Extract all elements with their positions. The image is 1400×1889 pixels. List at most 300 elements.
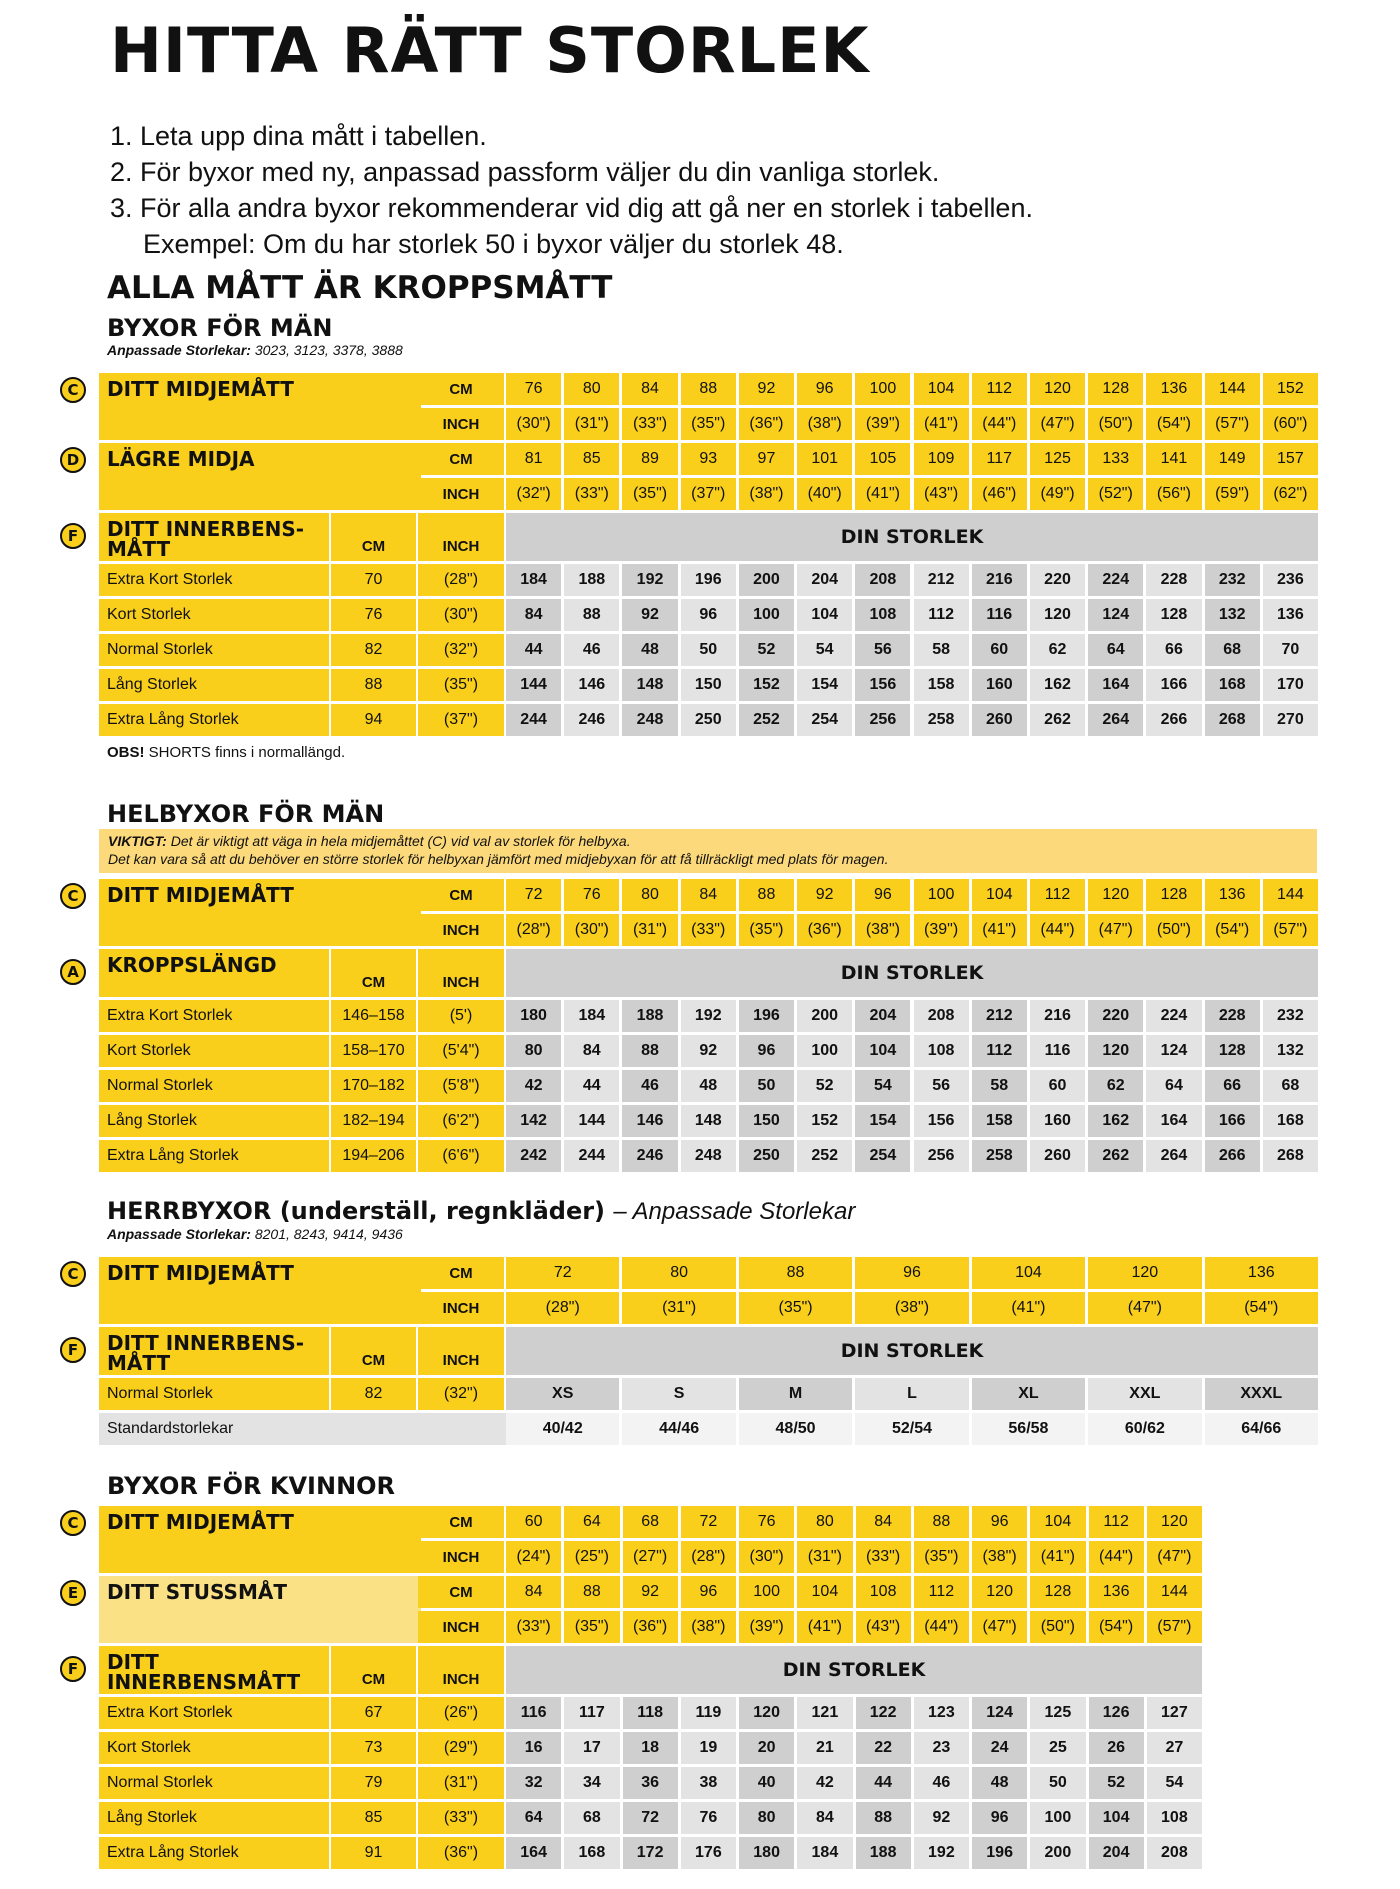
unit-cm: CM: [418, 1506, 504, 1538]
measure-inch-value: (56"): [1146, 478, 1201, 510]
size-value: 204: [797, 564, 852, 596]
size-value: 232: [1263, 1000, 1318, 1032]
measure-inch-value: (33"): [564, 478, 619, 510]
size-value: 228: [1146, 564, 1201, 596]
measure-cm-value: 149: [1205, 443, 1260, 475]
measure-inch-value: (30"): [739, 1541, 794, 1573]
size-row-name: Extra Lång Storlek: [99, 1837, 329, 1869]
size-value: 21: [797, 1732, 852, 1764]
measure-inch-value: (32"): [506, 478, 561, 510]
size-value: 216: [972, 564, 1027, 596]
size-value: 208: [914, 1000, 969, 1032]
size-value: 154: [797, 669, 852, 701]
measure-inch-value: (28"): [506, 1292, 619, 1324]
size-value: 36: [623, 1767, 678, 1799]
measure-inch-value: (39"): [739, 1611, 794, 1643]
size-value: 46: [564, 634, 619, 666]
size-row-name: Normal Storlek: [99, 1767, 329, 1799]
size-value: 248: [622, 704, 677, 736]
measure-cm-value: 96: [972, 1506, 1027, 1538]
measure-inch-value: (47"): [1088, 914, 1143, 946]
size-row-inch: (32"): [418, 1378, 504, 1410]
measure-inch-value: (36"): [739, 408, 794, 440]
measure-cm-value: 84: [856, 1506, 911, 1538]
measure-cm-value: 101: [797, 443, 852, 475]
size-value: 224: [1146, 1000, 1201, 1032]
obs-text: SHORTS finns i normallängd.: [148, 744, 346, 761]
measure-inch-value: (44"): [1030, 914, 1085, 946]
din-storlek-header: DIN STORLEK: [506, 513, 1318, 561]
measure-cm-value: 89: [622, 443, 677, 475]
measure-inch-value: (43"): [856, 1611, 911, 1643]
size-row-name: Extra Kort Storlek: [99, 564, 329, 596]
measure-cm-value: 80: [622, 879, 677, 911]
size-value: 108: [855, 599, 910, 631]
measure-inch-value: (52"): [1088, 478, 1143, 510]
size-value: 54: [797, 634, 852, 666]
measure-inch-value: (49"): [1030, 478, 1085, 510]
size-row-cm: 82: [331, 1378, 416, 1410]
measure-inch-value: (36"): [797, 914, 852, 946]
size-header-label: DITT INNERBENSMÅTT: [99, 1646, 329, 1694]
size-row-inch: (29"): [418, 1732, 504, 1764]
instructions-list: [110, 118, 1033, 262]
size-header-label: DITT INNERBENS-MÅTT: [99, 513, 329, 561]
size-value: 76: [681, 1802, 736, 1834]
size-row-cm: 158–170: [331, 1035, 416, 1067]
measure-cm-value: 112: [914, 1576, 969, 1608]
size-value: 127: [1147, 1697, 1202, 1729]
size-row-inch: (5'8"): [418, 1070, 504, 1102]
measure-cm-value: 112: [1089, 1506, 1144, 1538]
measure-cm-value: 88: [914, 1506, 969, 1538]
measure-badge-c: C: [60, 1261, 86, 1287]
measure-cm-value: 104: [972, 1257, 1085, 1289]
measure-inch-value: (59"): [1205, 478, 1260, 510]
size-value: 126: [1089, 1697, 1144, 1729]
measure-cm-value: 136: [1205, 879, 1260, 911]
measure-cm-value: 92: [739, 373, 794, 405]
size-value: 16: [506, 1732, 561, 1764]
measure-inch-value: (38"): [855, 1292, 968, 1324]
size-value: 256: [914, 1140, 969, 1172]
measure-inch-value: (38"): [855, 914, 910, 946]
measure-inch-value: (40"): [797, 478, 852, 510]
size-value: 92: [681, 1035, 736, 1067]
size-row-cm: 76: [331, 599, 416, 631]
size-value: 252: [739, 704, 794, 736]
measure-inch-value: (54"): [1089, 1611, 1144, 1643]
important-line-2: Det kan vara så att du behöver en större storlek för helbyxan jämfört med midjebyxan för att få tillräckligt med plats för magen.: [108, 851, 889, 867]
size-value: 192: [622, 564, 677, 596]
size-row-inch: (33"): [418, 1802, 504, 1834]
size-value: 132: [1263, 1035, 1318, 1067]
size-row-cm: 91: [331, 1837, 416, 1869]
measure-cm-value: 136: [1205, 1257, 1318, 1289]
size-value: 34: [564, 1767, 619, 1799]
measure-cm-value: 81: [506, 443, 561, 475]
measure-cm-value: 104: [797, 1576, 852, 1608]
page-title: HITTA RÄTT STORLEK: [110, 14, 870, 87]
size-value: 88: [856, 1802, 911, 1834]
size-value: 27: [1147, 1732, 1202, 1764]
size-value: 112: [972, 1035, 1027, 1067]
standard-sizes-label: Standardstorlekar: [99, 1413, 506, 1445]
measure-label: DITT STUSSMÅT: [99, 1576, 421, 1643]
measure-inch-value: (37"): [681, 478, 736, 510]
size-value: 44: [506, 634, 561, 666]
size-value: 122: [856, 1697, 911, 1729]
measure-inch-value: (35"): [739, 914, 794, 946]
measure-label: DITT MIDJEMÅTT: [99, 1257, 421, 1324]
size-row-cm: 88: [331, 669, 416, 701]
size-value: 216: [1030, 1000, 1085, 1032]
measure-inch-value: (41"): [914, 408, 969, 440]
size-header-badge-f: F: [60, 1656, 86, 1682]
instruction-3: 3. För alla andra byxor rekommenderar vid dig att gå ner en storlek i tabellen.: [110, 193, 1033, 223]
size-value: 150: [681, 669, 736, 701]
size-value: 56: [914, 1070, 969, 1102]
measure-inch-value: (30"): [506, 408, 561, 440]
size-value: 68: [1263, 1070, 1318, 1102]
size-value: 19: [681, 1732, 736, 1764]
size-value: 104: [855, 1035, 910, 1067]
measure-cm-value: 60: [506, 1506, 561, 1538]
size-row-name: Normal Storlek: [99, 634, 329, 666]
size-value: 180: [506, 1000, 561, 1032]
size-value: 220: [1030, 564, 1085, 596]
measure-cm-value: 136: [1146, 373, 1201, 405]
size-value: 124: [1088, 599, 1143, 631]
standard-size-value: 44/46: [622, 1413, 735, 1445]
measure-cm-value: 96: [797, 373, 852, 405]
measure-inch-value: (47"): [1088, 1292, 1201, 1324]
size-value: 62: [1088, 1070, 1143, 1102]
size-value: 112: [914, 599, 969, 631]
measure-cm-value: 117: [972, 443, 1027, 475]
size-value: 148: [681, 1105, 736, 1137]
measure-inch-value: (28"): [506, 914, 561, 946]
size-value: 54: [1147, 1767, 1202, 1799]
measure-cm-value: 136: [1089, 1576, 1144, 1608]
measure-inch-value: (36"): [623, 1611, 678, 1643]
measure-cm-value: 96: [855, 879, 910, 911]
measure-cm-value: 128: [1030, 1576, 1085, 1608]
measure-cm-value: 93: [681, 443, 736, 475]
size-value: 260: [972, 704, 1027, 736]
measure-cm-value: 80: [564, 373, 619, 405]
size-value: 124: [1146, 1035, 1201, 1067]
measure-inch-value: (41"): [1030, 1541, 1085, 1573]
size-value: 123: [914, 1697, 969, 1729]
measure-cm-value: 152: [1263, 373, 1318, 405]
size-value: 164: [506, 1837, 561, 1869]
instruction-1: 1. Leta upp dina mått i tabellen.: [110, 121, 487, 151]
measure-inch-value: (44"): [972, 408, 1027, 440]
size-row-cm: 73: [331, 1732, 416, 1764]
measure-badge-d: D: [60, 447, 86, 473]
measure-label: LÄGRE MIDJA: [99, 443, 421, 510]
size-value: 200: [739, 564, 794, 596]
size-header-label: KROPPSLÄNGD: [99, 949, 329, 997]
size-value: 26: [1089, 1732, 1144, 1764]
size-value: 46: [622, 1070, 677, 1102]
size-value: 244: [564, 1140, 619, 1172]
size-row-name: Normal Storlek: [99, 1070, 329, 1102]
size-value: 52: [739, 634, 794, 666]
size-value: 144: [564, 1105, 619, 1137]
size-value: 188: [564, 564, 619, 596]
measure-badge-e: E: [60, 1580, 86, 1606]
unit-inch: INCH: [418, 408, 504, 440]
size-value: 52: [797, 1070, 852, 1102]
size-value: XXL: [1088, 1378, 1201, 1410]
measure-inch-value: (54"): [1205, 914, 1260, 946]
size-value: 84: [564, 1035, 619, 1067]
size-row-cm: 85: [331, 1802, 416, 1834]
measure-badge-c: C: [60, 1510, 86, 1536]
size-value: 100: [797, 1035, 852, 1067]
size-row-inch: (6'6"): [418, 1140, 504, 1172]
size-value: 192: [681, 1000, 736, 1032]
size-value: 68: [564, 1802, 619, 1834]
size-value: 250: [681, 704, 736, 736]
unit-cm: CM: [418, 1576, 504, 1608]
size-value: 38: [681, 1767, 736, 1799]
size-value: 144: [506, 669, 561, 701]
measure-cm-value: 72: [506, 1257, 619, 1289]
measure-inch-value: (50"): [1146, 914, 1201, 946]
measure-cm-value: 104: [1030, 1506, 1085, 1538]
size-value: 54: [855, 1070, 910, 1102]
fit-note-men: [107, 342, 403, 358]
size-value: 258: [914, 704, 969, 736]
size-value: 200: [1030, 1837, 1085, 1869]
size-value: 70: [1263, 634, 1318, 666]
measure-inch-value: (31"): [622, 914, 677, 946]
size-value: 152: [797, 1105, 852, 1137]
standard-size-value: 40/42: [506, 1413, 619, 1445]
size-value: 250: [739, 1140, 794, 1172]
size-value: 268: [1205, 704, 1260, 736]
measure-inch-value: (28"): [681, 1541, 736, 1573]
measure-cm-value: 76: [564, 879, 619, 911]
measure-inch-value: (27"): [623, 1541, 678, 1573]
size-value: 196: [739, 1000, 794, 1032]
size-value: 254: [797, 704, 852, 736]
size-value: 262: [1088, 1140, 1143, 1172]
size-header-label: DITT INNERBENS-MÅTT: [99, 1327, 329, 1375]
unit-inch: INCH: [418, 1292, 504, 1324]
size-value: 158: [914, 669, 969, 701]
measure-inch-value: (35"): [564, 1611, 619, 1643]
size-row-name: Extra Kort Storlek: [99, 1697, 329, 1729]
measure-label: DITT MIDJEMÅTT: [99, 373, 421, 440]
measure-cm-value: 104: [972, 879, 1027, 911]
size-value: 72: [623, 1802, 678, 1834]
obs-label: OBS!: [107, 744, 145, 761]
size-row-name: Extra Lång Storlek: [99, 1140, 329, 1172]
size-value: 162: [1030, 669, 1085, 701]
header-unit-cm: CM: [331, 1327, 416, 1375]
herr-title-suffix: – Anpassade Storlekar: [613, 1198, 856, 1225]
size-value: 32: [506, 1767, 561, 1799]
size-value: 40: [739, 1767, 794, 1799]
important-label: VIKTIGT:: [108, 833, 167, 849]
standard-size-value: 52/54: [855, 1413, 968, 1445]
size-value: 96: [681, 599, 736, 631]
size-value: 80: [506, 1035, 561, 1067]
measure-inch-value: (38"): [972, 1541, 1027, 1573]
measure-cm-value: 68: [623, 1506, 678, 1538]
size-row-name: Kort Storlek: [99, 599, 329, 631]
measure-inch-value: (47"): [1147, 1541, 1202, 1573]
measure-cm-value: 120: [1088, 879, 1143, 911]
size-value: 22: [856, 1732, 911, 1764]
size-value: 148: [622, 669, 677, 701]
size-row-cm: 94: [331, 704, 416, 736]
measure-cm-value: 109: [914, 443, 969, 475]
measure-label: DITT MIDJEMÅTT: [99, 879, 421, 946]
size-row-name: Lång Storlek: [99, 669, 329, 701]
size-value: 212: [914, 564, 969, 596]
unit-inch: INCH: [418, 1541, 504, 1573]
measure-badge-c: C: [60, 883, 86, 909]
size-row-inch: (28"): [418, 564, 504, 596]
size-value: 96: [739, 1035, 794, 1067]
size-value: 58: [972, 1070, 1027, 1102]
measure-cm-value: 84: [681, 879, 736, 911]
measure-inch-value: (57"): [1147, 1611, 1202, 1643]
measure-inch-value: (30"): [564, 914, 619, 946]
size-value: 117: [564, 1697, 619, 1729]
size-value: 266: [1205, 1140, 1260, 1172]
size-value: 88: [622, 1035, 677, 1067]
section-title-overalls: HELBYXOR FÖR MÄN: [107, 800, 385, 828]
unit-cm: CM: [418, 443, 504, 475]
size-value: 58: [914, 634, 969, 666]
measure-inch-value: (60"): [1263, 408, 1318, 440]
measure-inch-value: (39"): [855, 408, 910, 440]
size-row-inch: (26"): [418, 1697, 504, 1729]
size-value: 158: [972, 1105, 1027, 1137]
measure-cm-value: 141: [1146, 443, 1201, 475]
measure-cm-value: 72: [681, 1506, 736, 1538]
measure-cm-value: 144: [1205, 373, 1260, 405]
size-value: 204: [855, 1000, 910, 1032]
body-measurements-subtitle: ALLA MÅTT ÄR KROPPSMÅTT: [107, 270, 613, 306]
fit-note-models: 8201, 8243, 9414, 9436: [254, 1226, 403, 1242]
size-value: 92: [622, 599, 677, 631]
size-value: 80: [739, 1802, 794, 1834]
measure-cm-value: 133: [1088, 443, 1143, 475]
measure-cm-value: 84: [622, 373, 677, 405]
measure-cm-value: 80: [622, 1257, 735, 1289]
size-value: 168: [564, 1837, 619, 1869]
size-value: 146: [564, 669, 619, 701]
size-row-cm: 70: [331, 564, 416, 596]
measure-inch-value: (54"): [1146, 408, 1201, 440]
size-value: 262: [1030, 704, 1085, 736]
size-value: 166: [1146, 669, 1201, 701]
size-row-name: Extra Kort Storlek: [99, 1000, 329, 1032]
section-title-herr: [107, 1197, 855, 1226]
standard-size-value: 64/66: [1205, 1413, 1318, 1445]
fit-note-herr: [107, 1226, 403, 1242]
size-value: 62: [1030, 634, 1085, 666]
size-value: 132: [1205, 599, 1260, 631]
measure-cm-value: 105: [855, 443, 910, 475]
measure-cm-value: 120: [1147, 1506, 1202, 1538]
measure-inch-value: (38"): [797, 408, 852, 440]
size-value: 23: [914, 1732, 969, 1764]
size-value: 44: [856, 1767, 911, 1799]
size-value: 50: [1030, 1767, 1085, 1799]
size-row-name: Extra Lång Storlek: [99, 704, 329, 736]
measure-cm-value: 72: [506, 879, 561, 911]
measure-cm-value: 104: [914, 373, 969, 405]
measure-label: DITT MIDJEMÅTT: [99, 1506, 421, 1573]
size-row-cm: 67: [331, 1697, 416, 1729]
size-value: 18: [623, 1732, 678, 1764]
measure-inch-value: (46"): [972, 478, 1027, 510]
size-value: 20: [739, 1732, 794, 1764]
measure-cm-value: 64: [564, 1506, 619, 1538]
measure-cm-value: 96: [855, 1257, 968, 1289]
size-value: 176: [681, 1837, 736, 1869]
measure-cm-value: 88: [739, 1257, 852, 1289]
size-value: 228: [1205, 1000, 1260, 1032]
obs-note: [107, 744, 345, 761]
size-row-inch: (5'): [418, 1000, 504, 1032]
measure-cm-value: 112: [972, 373, 1027, 405]
size-value: 96: [972, 1802, 1027, 1834]
measure-inch-value: (41"): [972, 1292, 1085, 1324]
size-value: 17: [564, 1732, 619, 1764]
measure-cm-value: 88: [564, 1576, 619, 1608]
measure-inch-value: (39"): [914, 914, 969, 946]
measure-cm-value: 144: [1263, 879, 1318, 911]
size-value: 162: [1088, 1105, 1143, 1137]
size-value: 48: [622, 634, 677, 666]
size-value: 100: [739, 599, 794, 631]
size-value: 64: [1088, 634, 1143, 666]
size-value: 212: [972, 1000, 1027, 1032]
size-value: 252: [797, 1140, 852, 1172]
size-value: 64: [506, 1802, 561, 1834]
size-value: 196: [681, 564, 736, 596]
header-unit-cm: CM: [331, 1646, 416, 1694]
header-unit-cm: CM: [331, 513, 416, 561]
size-value: 50: [681, 634, 736, 666]
measure-inch-value: (54"): [1205, 1292, 1318, 1324]
measure-cm-value: 112: [1030, 879, 1085, 911]
measure-inch-value: (47"): [972, 1611, 1027, 1643]
size-value: 264: [1088, 704, 1143, 736]
size-value: 200: [797, 1000, 852, 1032]
measure-inch-value: (31"): [797, 1541, 852, 1573]
size-value: 100: [1030, 1802, 1085, 1834]
measure-cm-value: 97: [739, 443, 794, 475]
size-value: 48: [681, 1070, 736, 1102]
size-value: 172: [623, 1837, 678, 1869]
din-storlek-header: DIN STORLEK: [506, 1327, 1318, 1375]
size-value: 256: [855, 704, 910, 736]
size-value: 260: [1030, 1140, 1085, 1172]
size-value: 248: [681, 1140, 736, 1172]
size-value: 168: [1263, 1105, 1318, 1137]
size-value: 42: [797, 1767, 852, 1799]
